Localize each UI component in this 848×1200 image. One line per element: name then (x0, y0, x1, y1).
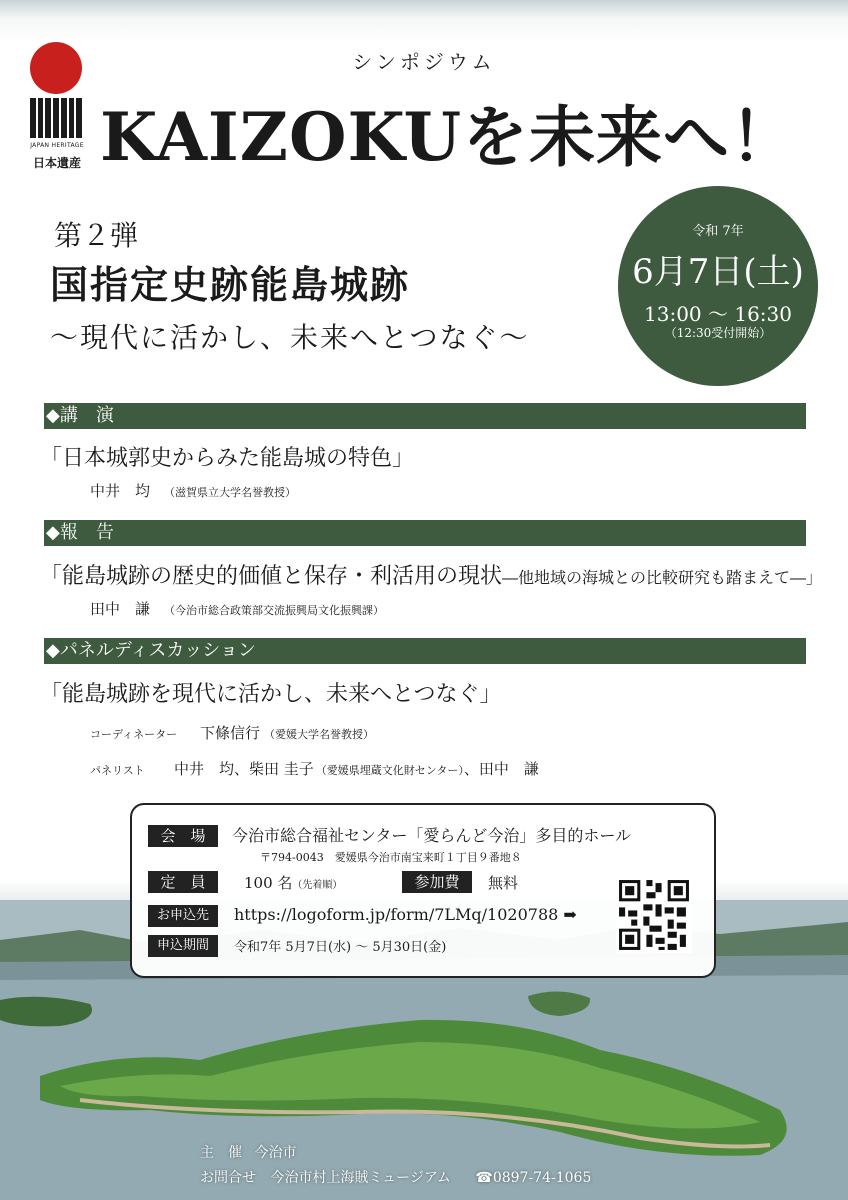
section-bar-panel: ◆パネルディスカッション (44, 638, 806, 664)
logo-bars (30, 98, 82, 138)
panelists-names-b: 、田中 謙 (463, 760, 539, 778)
panelists-affiliation: （愛媛県埋蔵文化財センター） (315, 764, 464, 777)
section-bar-lecture: ◆講 演 (44, 403, 806, 429)
coordinator-affiliation: （愛媛大学名誉教授） (264, 728, 375, 741)
lecture-title: 「日本城郭史からみた能島城の特色」 (40, 446, 415, 471)
symposium-label: シンポジウム (352, 50, 496, 74)
organizer-label: 主 催 (200, 1145, 242, 1161)
lecture-speaker (90, 480, 296, 501)
date-day: 6月7日(土) (632, 252, 804, 292)
report-title-sub: ―他地域の海城との比較研究も踏まえて―」 (502, 568, 823, 587)
coordinator-role: コーディネーター (90, 728, 178, 741)
lecture-speaker-affiliation: （滋賀県立大学名誉教授） (164, 486, 297, 499)
volume-label: 第２弾 (54, 219, 139, 252)
contact-label: お問合せ (200, 1170, 256, 1186)
date-era: 令和 7年 (692, 224, 744, 239)
section-bar-report: ◆報 告 (44, 520, 806, 546)
panel-title: 「能島城跡を現代に活かし、未来へとつなぐ」 (40, 682, 502, 707)
info-box (130, 803, 716, 978)
fee-tag: 参加費 (402, 871, 472, 893)
report-title-main: 「能島城跡の歴史的価値と保存・利活用の現状 (40, 564, 503, 589)
venue-address: 〒794-0043 愛媛県今治市南宝来町１丁目９番地８ (260, 851, 522, 864)
period-value: 令和7年 5月7日(水) ～ 5月30日(金) (234, 940, 447, 955)
contact-name: 今治市村上海賊ミュージアム (270, 1170, 451, 1186)
apply-url[interactable]: https://logoform.jp/form/7LMq/1020788 ➡ (234, 905, 577, 924)
capacity-number: 100 名 (244, 874, 293, 892)
date-badge (618, 186, 818, 386)
event-heading: 国指定史跡能島城跡 (50, 262, 411, 307)
coordinator-name: 下條信行 (200, 724, 261, 742)
report-speaker-name: 田中 謙 (90, 600, 151, 618)
panel-coordinator (90, 722, 374, 743)
organizer-name: 今治市 (254, 1145, 297, 1161)
report-speaker-affiliation: （今治市総合政策部交流振興局文化振興課） (164, 604, 385, 617)
apply-tag: お申込先 (148, 905, 218, 927)
organizer-line (200, 1142, 296, 1162)
capacity-note: （先着順） (292, 880, 343, 891)
event-subheading: ～現代に活かし、未来へとつなぐ～ (50, 321, 530, 354)
panelists-names: 中井 均、柴田 圭子 (174, 760, 314, 778)
date-time: 13:00 ～ 16:30 (644, 302, 792, 326)
contact-phone[interactable]: ☎0897-74-1065 (475, 1170, 592, 1186)
fee-value: 無料 (488, 874, 519, 892)
qr-code-icon[interactable] (616, 877, 692, 953)
lecture-speaker-name: 中井 均 (90, 482, 151, 500)
period-tag: 申込期間 (148, 935, 218, 957)
venue-tag: 会 場 (148, 825, 218, 847)
logo-label: 日本遺産 (32, 156, 81, 170)
capacity-tag: 定 員 (148, 871, 218, 893)
venue-name: 今治市総合福祉センター「愛らんど今治」多目的ホール (232, 826, 632, 845)
capacity-value (244, 872, 342, 893)
logo-small-text: JAPAN HERITAGE (30, 142, 84, 149)
report-speaker (90, 598, 384, 619)
main-title: KAIZOKUを未来へ！ (100, 98, 798, 176)
date-reception: （12:30受付開始） (664, 326, 772, 340)
panelist-role: パネリスト (90, 764, 145, 777)
report-title (40, 559, 822, 590)
panel-panelists (90, 758, 539, 779)
contact-line (200, 1167, 591, 1187)
